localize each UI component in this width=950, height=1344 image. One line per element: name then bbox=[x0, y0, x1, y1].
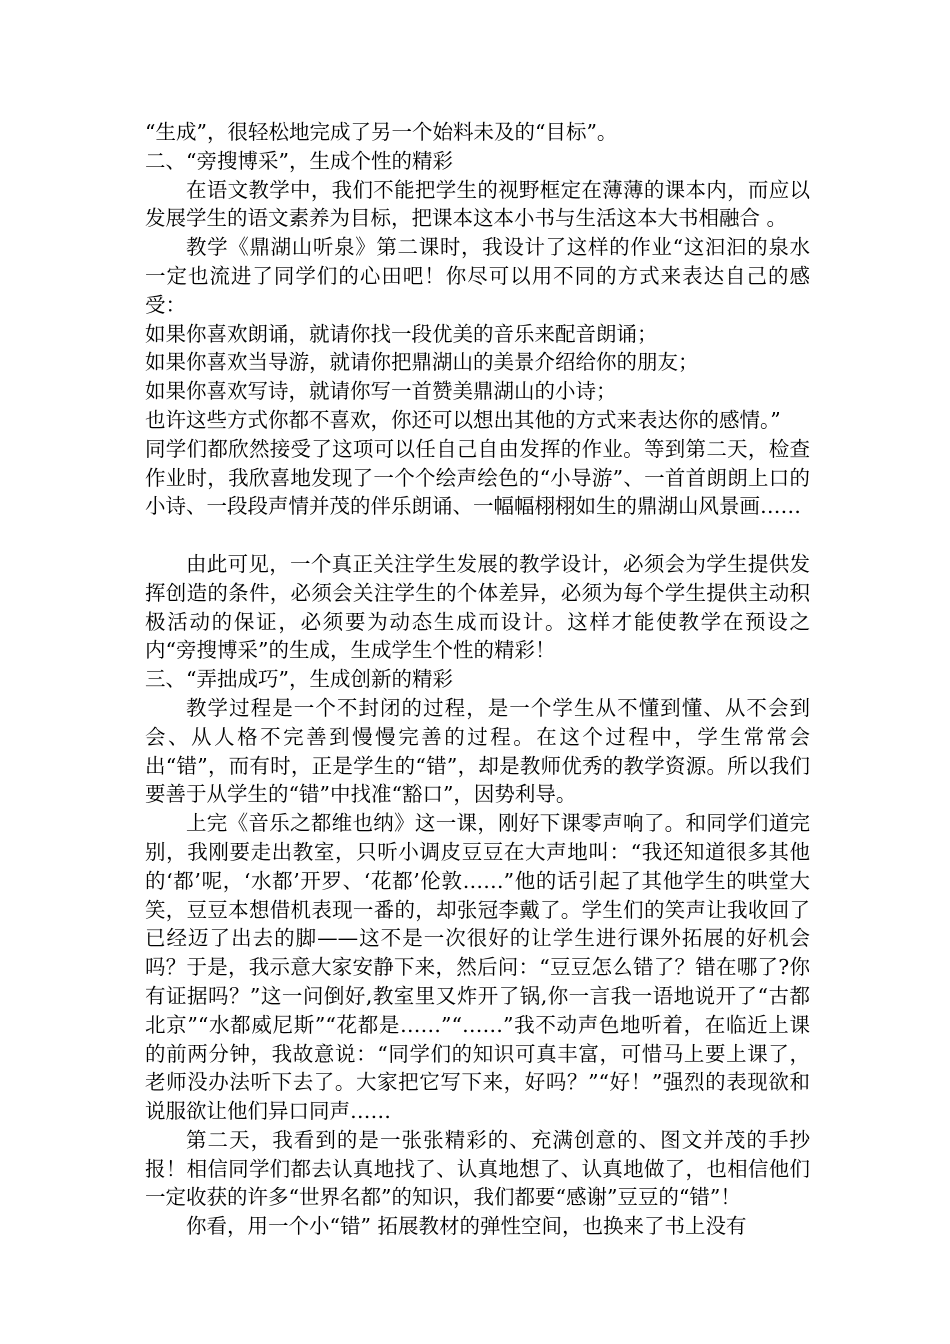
paragraph: 第二天，我看到的是一张张精彩的、充满创意的、图文并茂的手抄报！相信同学们都去认真地找了、认真地想了、认真地做了，也相信他们一定收获的许多“世界名都”的知识，我们都要“感谢”豆豆的“错”！ bbox=[145, 1127, 810, 1210]
section-heading-3: 三、“弄拙成巧”，生成创新的精彩 bbox=[145, 667, 453, 692]
list-line: 如果你喜欢朗诵，就请你找一段优美的音乐来配音朗诵； bbox=[145, 321, 658, 346]
blank-line bbox=[145, 521, 810, 550]
section-heading-2: 二、“旁搜博采”，生成个性的精彩 bbox=[145, 148, 453, 173]
paragraph: 你看，用一个小“错” 拓展教材的弹性空间，也换来了书上没有 bbox=[186, 1214, 747, 1239]
paragraph: 由此可见，一个真正关注学生发展的教学设计，必须会为学生提供发挥创造的条件，必须会关注学生的个体差异，必须为每个学生提供主动积极活动的保证，必须要为动态生成而设计。这样才能使教学在预设之内“旁搜博采”的生成，生成学生个性的精彩！ bbox=[145, 551, 810, 663]
paragraph: 同学们都欣然接受了这项可以任自己自由发挥的作业。等到第二天，检查作业时，我欣喜地发现了一个个绘声绘色的“小导游”、一首首朗朗上口的小诗、一段段声情并茂的伴乐朗诵、一幅幅栩栩如生的鼎湖山风景画…… bbox=[145, 436, 810, 519]
list-line: 也许这些方式你都不喜欢，你还可以想出其他的方式来表达你的感情。” bbox=[145, 407, 781, 432]
paragraph: 上完《音乐之都维也纳》这一课，刚好下课零声响了。和同学们道完别，我刚要走出教室，只听小调皮豆豆在大声地叫：“我还知道很多其他的‘都’呢，‘水都’开罗、‘花都’伦敦……”他的话引起了其他学生的哄堂大笑，豆豆本想借机表现一番的，却张冠李戴了。学生们的笑声让我收回了已经迈了出去的脚——这不是一次很好的让学生进行课外拓展的好机会吗？于是，我示意大家安静下来，然后问：“豆豆怎么错了？错在哪了?你有证据吗？”这一问倒好,教室里又炸开了锅,你一言我一语地说开了“古都北京”“水都威尼斯”“花都是……”“……”我不动声色地听着，在临近上课的前两分钟，我故意说：“同学们的知识可真丰富，可惜马上要上课了，老师没办法听下去了。大家把它写下来，好吗？”“好！”强烈的表现欲和说服欲让他们异口同声…… bbox=[145, 811, 810, 1124]
document-body bbox=[145, 118, 810, 1241]
paragraph: 教学过程是一个不封闭的过程，是一个学生从不懂到懂、从不会到会、从人格不完善到慢慢完善的过程。在这个过程中，学生常常会出“错”，而有时，正是学生的“错”，却是教师优秀的教学资源。所以我们要善于从学生的“错”中找准“豁口”，因势利导。 bbox=[145, 695, 810, 807]
paragraph-continuation: “生成”，很轻松地完成了另一个始料未及的“目标”。 bbox=[145, 120, 618, 144]
paragraph: 在语文教学中，我们不能把学生的视野框定在薄薄的课本内，而应以发展学生的语文素养为目标，把课本这本小书与生活这本大书相融合 。 bbox=[145, 177, 810, 231]
paragraph: 教学《鼎湖山听泉》第二课时，我设计了这样的作业“这汩汩的泉水一定也流进了同学们的心田吧！你尽可以用不同的方式来表达自己的感受： bbox=[145, 235, 810, 317]
list-line: 如果你喜欢写诗，就请你写一首赞美鼎湖山的小诗； bbox=[145, 379, 617, 404]
list-line: 如果你喜欢当导游，就请你把鼎湖山的美景介绍给你的朋友； bbox=[145, 350, 699, 375]
